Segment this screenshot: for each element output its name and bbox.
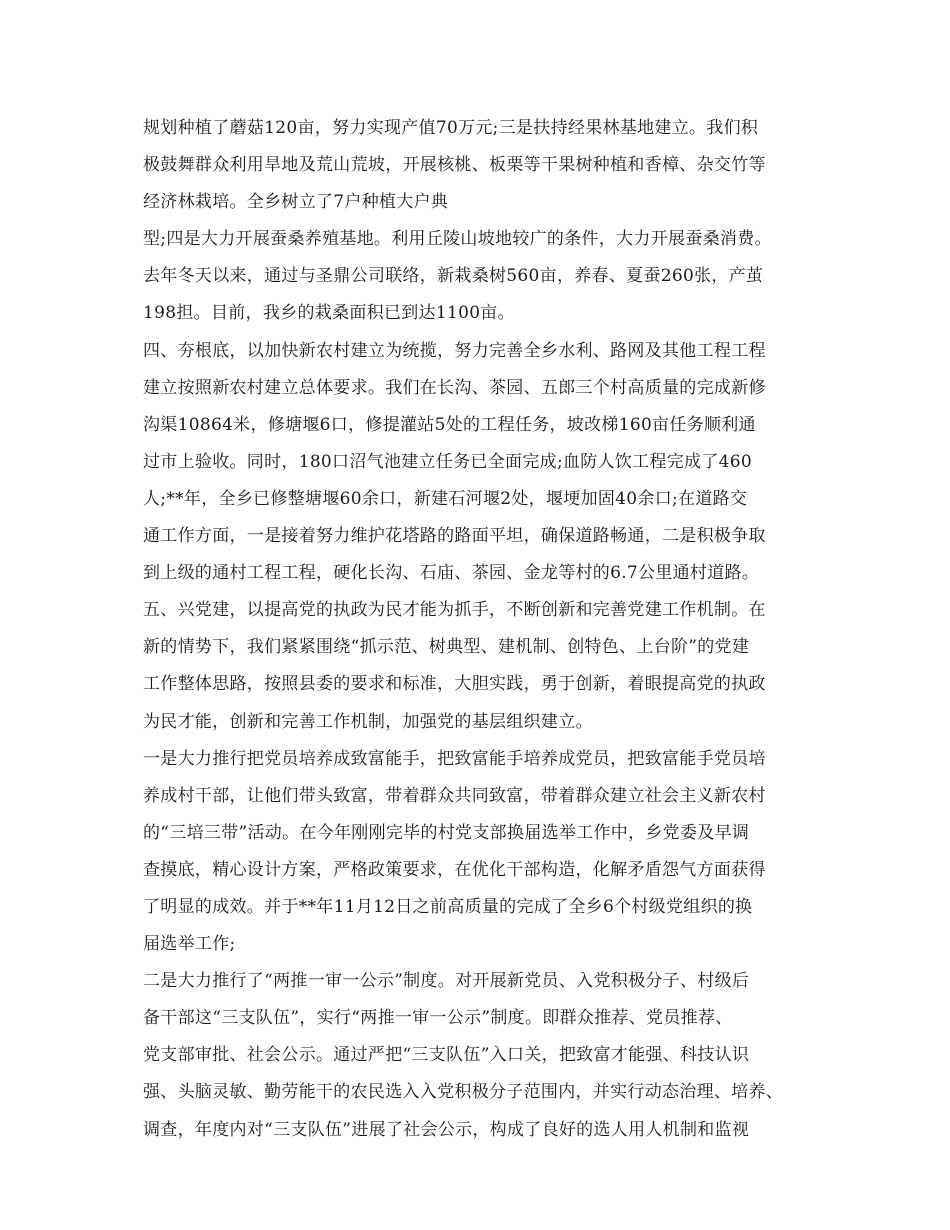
text-line: 规划种植了蘑菇120亩，努力实现产值70万元;三是扶持经果林基地建立。我们积 bbox=[143, 118, 759, 138]
text-line: 人;**年，全乡已修整塘堰60余口，新建石河堰2处，堰埂加固40余口;在道路交 bbox=[143, 488, 748, 509]
text-line: 工作整体思路，按照县委的要求和标准，大胆实践，勇于创新，着眼提高党的执政 bbox=[143, 674, 766, 695]
text-line: 为民才能，创新和完善工作机制，加强党的基层组织建立。 bbox=[143, 711, 593, 732]
text-line: 通工作方面，一是接着努力维护花塔路的路面平坦，确保道路畅通，二是积极争取 bbox=[143, 526, 766, 547]
text-line: 一是大力推行把党员培养成致富能手，把致富能手培养成党员，把致富能手党员培 bbox=[143, 748, 766, 769]
text-line: 二是大力推行了“两推一审一公示”制度。对开展新党员、入党积极分子、村级后 bbox=[143, 971, 750, 992]
text-line: 党支部审批、社会公示。通过严把“三支队伍”入口关，把致富才能强、科技认识 bbox=[143, 1045, 750, 1066]
text-line: 去年冬天以来，通过与圣鼎公司联络，新栽桑树560亩，养春、夏蚕260张，产茧 bbox=[143, 266, 764, 287]
text-line: 到上级的通村工程工程，硬化长沟、石庙、茶园、金龙等村的6.7公里通村道路。 bbox=[143, 563, 760, 584]
text-line: 经济林栽培。全乡树立了7户种植大户典 bbox=[143, 192, 449, 213]
document-body bbox=[143, 110, 823, 1149]
text-line: 查摸底，精心设计方案，严格政策要求，在优化干部构造，化解矛盾怨气方面获得 bbox=[143, 859, 766, 880]
text-line: 198担。目前，我乡的栽桑面积已到达1100亩。 bbox=[143, 303, 515, 324]
text-line: 极鼓舞群众利用旱地及荒山荒坡，开展核桃、板栗等干果树种植和香樟、杂交竹等 bbox=[143, 155, 766, 176]
text-line: 沟渠10864米，修塘堰6口，修提灌站5处的工程任务，坡改梯160亩任务顺利通 bbox=[143, 414, 756, 435]
text-line: 届选举工作; bbox=[143, 934, 236, 955]
text-line: 新的情势下，我们紧紧围绕“抓示范、树典型、建机制、创特色、上台阶”的党建 bbox=[143, 637, 750, 658]
text-line: 建立按照新农村建立总体要求。我们在长沟、茶园、五郎三个村高质量的完成新修 bbox=[143, 377, 766, 398]
text-line: 型;四是大力开展蚕桑养殖基地。利用丘陵山坡地较广的条件，大力开展蚕桑消费。 bbox=[143, 229, 772, 250]
text-line: 过市上验收。同时，180口沼气池建立任务已全面完成;血防人饮工程完成了460 bbox=[143, 451, 753, 472]
text-line: 了明显的成效。并于**年11月12日之前高质量的完成了全乡6个村级党组织的换 bbox=[143, 896, 753, 917]
text-line: 养成村干部，让他们带头致富，带着群众共同致富，带着群众建立社会主义新农村 bbox=[143, 785, 766, 806]
text-line: 备干部这“三支队伍”，实行“两推一审一公示”制度。即群众推荐、党员推荐、 bbox=[143, 1008, 733, 1029]
text-line: 强、头脑灵敏、勤劳能干的农民选入入党积极分子范围内，并实行动态治理、培养、 bbox=[143, 1082, 784, 1103]
text-line: 的“三培三带”活动。在今年刚刚完毕的村党支部换届选举工作中，乡党委及早调 bbox=[143, 822, 750, 843]
text-line: 五、兴党建，以提高党的执政为民才能为抓手，不断创新和完善党建工作机制。在 bbox=[143, 600, 766, 621]
text-line: 四、夯根底，以加快新农村建立为统揽，努力完善全乡水利、路网及其他工程工程 bbox=[143, 340, 766, 361]
text-line: 调查，年度内对“三支队伍”进展了社会公示，构成了良好的选人用人机制和监视 bbox=[143, 1119, 750, 1140]
